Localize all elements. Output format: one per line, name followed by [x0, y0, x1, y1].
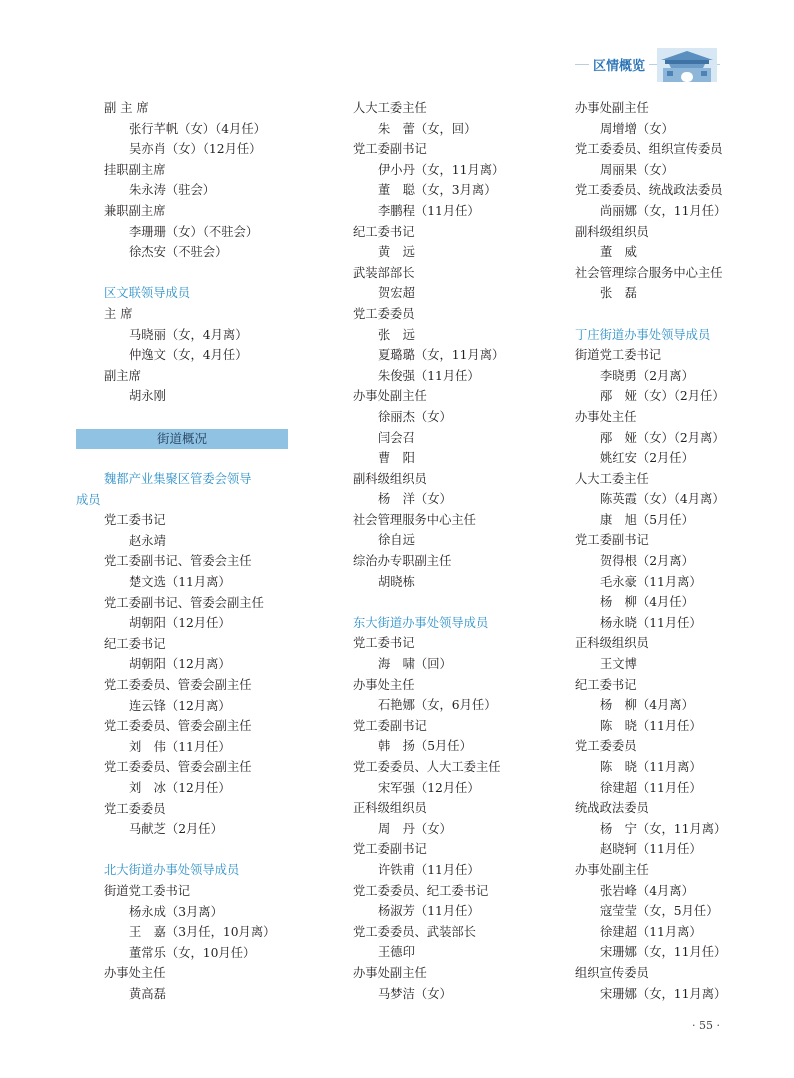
- person-entry: 刘 伟（11月任）: [129, 739, 231, 754]
- person-entry: 董 威: [600, 245, 637, 260]
- person-entry: 徐丽杰（女）: [378, 409, 452, 424]
- person-entry: 贺宏超: [378, 286, 415, 301]
- section-heading: 北大街道办事处领导成员: [104, 863, 240, 878]
- role-title: 党工委副书记: [575, 533, 649, 548]
- role-title: 兼职副主席: [104, 203, 166, 218]
- person-entry: 陈 晓（11月任）: [600, 718, 702, 733]
- person-entry: 张行芊帆（女）（4月任）: [129, 121, 266, 136]
- person-entry: 宋珊娜（女，11月任）: [600, 945, 727, 960]
- role-title: 党工委委员、人大工委主任: [353, 760, 501, 774]
- spacer: [76, 449, 288, 470]
- role-title: 党工委副书记、管委会主任: [104, 554, 252, 569]
- role-title: 党工委委员、纪工委书记: [353, 883, 489, 898]
- person-entry: 宋珊娜（女，11月离）: [600, 986, 727, 1001]
- person-entry: 连云锋（12月离）: [129, 698, 231, 713]
- person-entry: 石艳娜（女，6月任）: [378, 698, 497, 713]
- section-header: [575, 50, 720, 84]
- person-entry: 杨 洋（女）: [378, 492, 452, 507]
- category-bar: 街道概况: [76, 429, 288, 449]
- role-title: 社会管理服务中心主任: [353, 512, 476, 527]
- person-entry: 杨 柳（4月任）: [600, 595, 694, 610]
- person-entry: 黄 远: [378, 245, 415, 260]
- person-entry: 王 嘉（3月任，10月离）: [129, 925, 276, 940]
- role-title: 人大工委主任: [353, 101, 427, 115]
- role-title: 办事处主任: [353, 677, 415, 692]
- role-title: 纪工委书记: [575, 677, 637, 692]
- role-title: 党工委委员: [104, 801, 166, 816]
- section-heading: 丁庄街道办事处领导成员: [575, 327, 711, 342]
- person-entry: 杨 柳（4月离）: [600, 698, 694, 713]
- role-title: 党工委委员: [575, 739, 637, 754]
- person-entry: 杨永晓（11月任）: [600, 615, 702, 630]
- person-entry: 寇莹莹（女，5月任）: [600, 904, 719, 919]
- person-entry: 朱永涛（驻会）: [129, 183, 216, 198]
- person-entry: 朱 蕾（女，回）: [378, 121, 477, 136]
- person-entry: 许铁甫（11月任）: [378, 862, 480, 877]
- person-entry: 黄高磊: [129, 986, 166, 1001]
- role-title: 党工委委员、统战政法委员: [575, 183, 723, 198]
- role-title: 党工委委员: [353, 306, 415, 321]
- section-heading: 区文联领导成员: [104, 286, 191, 301]
- person-entry: 李鹏程（11月任）: [378, 203, 480, 218]
- column-right: [547, 98, 747, 1004]
- role-title: 人大工委主任: [575, 471, 649, 486]
- role-title: 街道党工委书记: [575, 348, 662, 363]
- person-entry: 韩 扬（5月任）: [378, 739, 472, 754]
- role-title: 纪工委书记: [353, 224, 415, 239]
- role-title: 组织宣传委员: [575, 965, 649, 980]
- role-title: 办事处副主任: [353, 389, 427, 404]
- person-entry: 徐建超（11月离）: [600, 924, 702, 939]
- person-entry: 康 旭（5月任）: [600, 512, 694, 527]
- person-entry: 张 远: [378, 327, 415, 342]
- role-title: 挂职副主席: [104, 162, 166, 177]
- role-title: 武装部部长: [353, 265, 415, 280]
- role-title: 副主席: [104, 368, 141, 383]
- section-title: 区情概览: [589, 58, 649, 76]
- person-entry: 海 啸（回）: [378, 657, 452, 672]
- role-title: 党工委书记: [104, 513, 166, 528]
- column-middle: [325, 98, 529, 1004]
- role-title: 主 席: [104, 306, 133, 321]
- person-entry: 姚红安（2月任）: [600, 451, 694, 466]
- role-title: 党工委委员、组织宣传委员: [575, 142, 723, 157]
- person-entry: 毛永豪（11月离）: [600, 574, 702, 589]
- column-left: [76, 98, 288, 1005]
- person-entry: 杨 宁（女，11月离）: [600, 821, 727, 836]
- person-entry: 王德印: [378, 945, 415, 960]
- person-entry: 邴 娅（女）（2月任）: [600, 389, 725, 404]
- person-entry: 杨永成（3月离）: [129, 904, 223, 919]
- role-title: 党工委委员、管委会副主任: [104, 678, 252, 693]
- spacer: [325, 592, 529, 613]
- role-title: 党工委委员、管委会副主任: [104, 760, 252, 775]
- person-entry: 宋军强（12月任）: [378, 780, 480, 795]
- spacer: [76, 263, 288, 284]
- person-entry: 马晓丽（女，4月离）: [129, 327, 248, 342]
- person-entry: 邴 娅（女）（2月离）: [600, 430, 725, 445]
- role-title: 党工委副书记: [353, 842, 427, 857]
- role-title: 副科级组织员: [575, 224, 649, 239]
- person-entry: 朱俊强（11月任）: [378, 368, 480, 383]
- person-entry: 伊小丹（女，11月离）: [378, 162, 505, 177]
- role-title: 社会管理综合服务中心主任: [575, 265, 723, 280]
- spacer: [547, 304, 747, 325]
- person-entry: 李晓勇（2月离）: [600, 368, 694, 383]
- person-entry: 赵晓轲（11月任）: [600, 842, 702, 857]
- person-entry: 杨淑芳（11月任）: [378, 904, 480, 919]
- person-entry: 周增增（女）: [600, 121, 674, 136]
- role-title: 党工委委员、管委会副主任: [104, 719, 252, 734]
- section-heading: 魏都产业集聚区管委会领导: [104, 472, 252, 487]
- role-title: 正科级组织员: [575, 636, 649, 651]
- role-title: 副 主 席: [104, 101, 149, 115]
- role-title: 党工委副书记、管委会副主任: [104, 595, 264, 610]
- person-entry: 曹 阳: [378, 451, 415, 466]
- role-title: 纪工委书记: [104, 636, 166, 651]
- role-title: 综治办专职副主任: [353, 554, 452, 569]
- person-entry: 仲逸文（女，4月任）: [129, 348, 248, 363]
- person-entry: 胡晓栋: [378, 574, 415, 589]
- person-entry: 徐杰安（不驻会）: [129, 245, 228, 260]
- person-entry: 王文博: [600, 657, 637, 672]
- person-entry: 张岩峰（4月离）: [600, 883, 694, 898]
- person-entry: 董常乐（女，10月任）: [129, 945, 256, 960]
- role-title: 副科级组织员: [353, 471, 427, 486]
- section-heading: 东大街道办事处领导成员: [353, 615, 489, 630]
- person-entry: 张 磊: [600, 286, 637, 301]
- city-gate-icon: [657, 48, 717, 82]
- person-entry: 刘 冰（12月任）: [129, 781, 231, 795]
- person-entry: 赵永靖: [129, 533, 166, 548]
- person-entry: 胡朝阳（12月离）: [129, 657, 231, 672]
- person-entry: 周丽果（女）: [600, 162, 674, 177]
- role-title: 办事处副主任: [575, 862, 649, 877]
- person-entry: 徐建超（11月任）: [600, 780, 702, 795]
- person-entry: 徐自远: [378, 533, 415, 548]
- person-entry: 马献芝（2月任）: [129, 822, 223, 837]
- page-number: · 55 ·: [692, 1019, 720, 1032]
- person-entry: 贺得根（2月离）: [600, 554, 694, 569]
- person-entry: 马梦洁（女）: [378, 986, 452, 1001]
- person-entry: 胡永刚: [129, 389, 166, 404]
- person-entry: 周 丹（女）: [378, 821, 452, 836]
- person-entry: 董 聪（女，3月离）: [378, 183, 497, 198]
- role-title: 办事处主任: [575, 409, 637, 424]
- role-title: 办事处主任: [104, 966, 166, 981]
- person-entry: 夏璐璐（女，11月离）: [378, 348, 505, 363]
- role-title: 办事处副主任: [575, 101, 649, 115]
- role-title: 党工委书记: [353, 636, 415, 651]
- spacer: [76, 407, 288, 428]
- role-title: 党工委委员、武装部长: [353, 924, 476, 939]
- person-entry: 李珊珊（女）（不驻会）: [129, 224, 259, 239]
- role-title: 办事处副主任: [353, 965, 427, 980]
- section-heading-continued: 成员: [76, 492, 101, 507]
- person-entry: 陈英霞（女）（4月离）: [600, 492, 725, 507]
- role-title: 党工委副书记: [353, 142, 427, 157]
- role-title: 街道党工委书记: [104, 883, 191, 898]
- role-title: 统战政法委员: [575, 801, 649, 816]
- spacer: [76, 840, 288, 861]
- person-entry: 胡朝阳（12月任）: [129, 616, 231, 631]
- person-entry: 闫会召: [378, 430, 415, 445]
- person-entry: 楚文选（11月离）: [129, 575, 231, 590]
- person-entry: 吴亦肖（女）（12月任）: [129, 142, 262, 157]
- role-title: 党工委副书记: [353, 718, 427, 733]
- role-title: 正科级组织员: [353, 801, 427, 816]
- person-entry: 陈 晓（11月离）: [600, 760, 702, 774]
- person-entry: 尚丽娜（女，11月任）: [600, 203, 727, 218]
